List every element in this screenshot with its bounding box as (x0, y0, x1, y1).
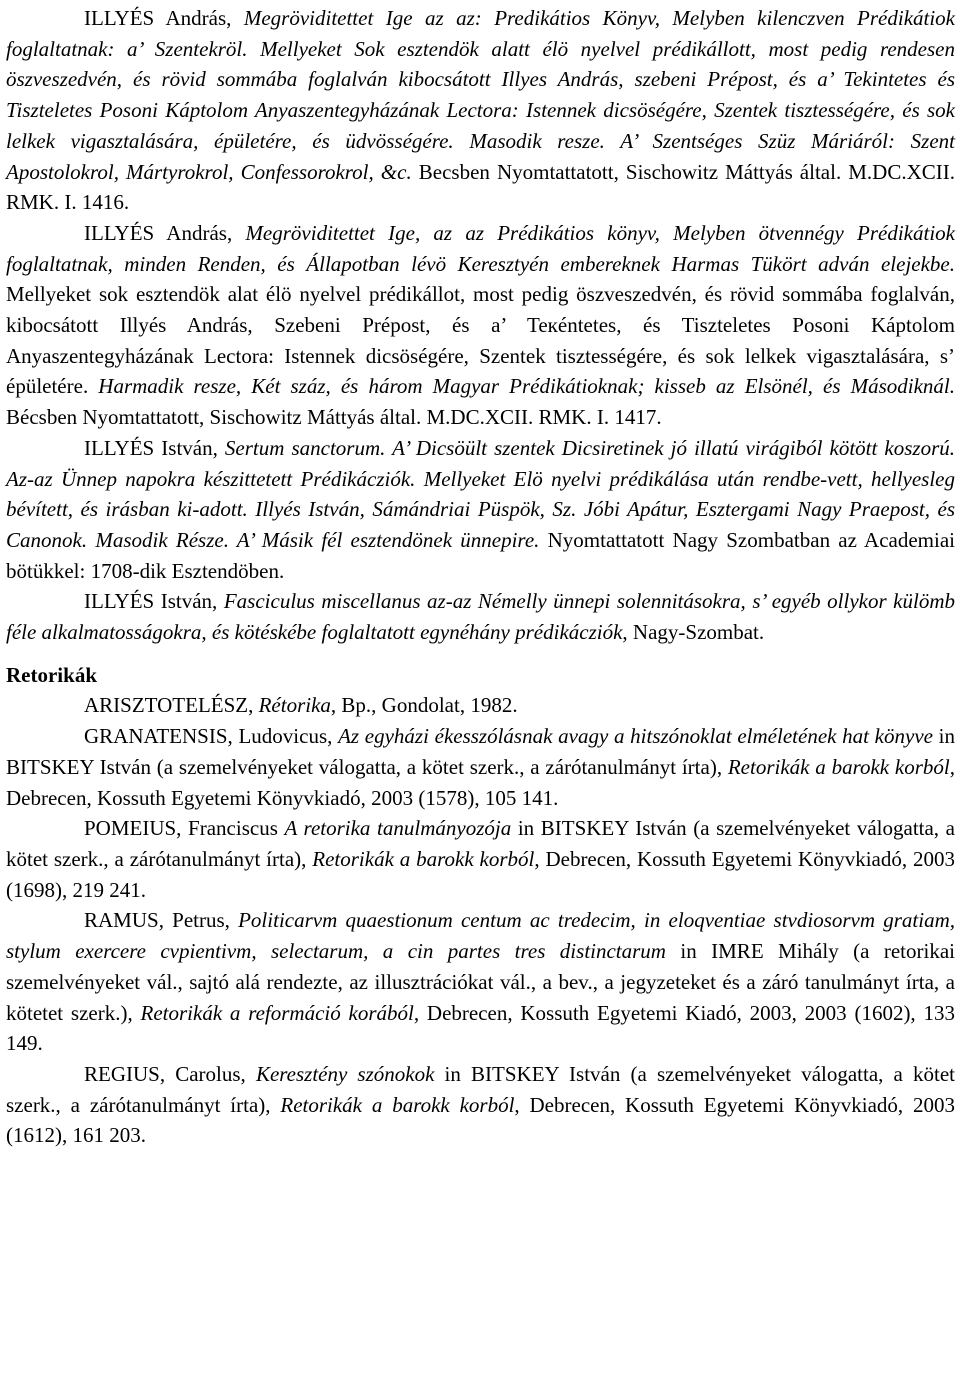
entry-text: , Bp., Gondolat, 1982. (330, 693, 518, 718)
bibliography-list-sermons (6, 3, 955, 648)
entry-text: Becsben Nyomtattatott, Sischowitz Máttyás által. M.DC.XCII. RMK. I. 1416. (6, 159, 955, 215)
entry-title-text: Keresztény szónokok (255, 1061, 435, 1086)
entry-text: ARISZTOTELÉSZ, (84, 693, 259, 718)
bibliography-entry (6, 813, 955, 905)
entry-title-text: Retorikák a barokk korból (280, 1092, 515, 1117)
entry-text: , Debrecen, Kossuth Egyetemi Könyvkiadó, 2003 (1698), 219 241. (6, 846, 955, 902)
entry-title-text: Mellyeket Sok esztendök alatt élö nyelvel prédikállott, most pedig rendesen öszveszedvén, és rövid sommába foglalván kibocsátott Illyes András, szebeni Prépost, és a’ Tekintetes és Tiszteletes Posoni Káptolom Anyaszentegyházának Lectora: Istennek dicsöségére, Szentek tisztességére, és sok lelkek vigasztalására, épületére, és üdvösségére. Masodik resze. A’ Szentséges Szüz Máriáról: Szent Apostolokrol, Mártyrokrol, Confessorokrol, &c. (6, 36, 955, 184)
entry-text: ILLYÉS András, (84, 220, 246, 245)
bibliography-entry (6, 905, 955, 1059)
entry-text: , Debrecen, Kossuth Egyetemi Könyvkiadó, 2003 (1612), 161 203. (6, 1092, 955, 1148)
entry-text: , Nagy-Szombat. (622, 620, 765, 645)
entry-title-text: Sertum sanctorum. A’ Dicsöült szentek Dicsiretinek jó illatú virágiból kötött koszorú. Az-az Ünnep napokra készittetett Prédikácziók. Mellyeket Elö nyelvi prédikálása után rendbe-vett, hellyesleg bévített, és irásban ki-adott. Illyés István, Sámándriai Püspök, Sz. Jóbi Apátur, Esztergami Nagy Praepost, és Canonok. Masodik Része. A’ Másik fél esztendönek ünnepire. (6, 435, 956, 552)
entry-text: ILLYÉS István, (84, 589, 224, 614)
entry-title-text: Fasciculus miscellanus az-az Némelly ünnepi solennitásokra, s’ egyéb ollykor külömb féle alkalmatosságokra, és kötéskébe foglaltatott egynéhány prédikácziók (6, 589, 955, 645)
entry-title-text: Politicarvm quaestionum centum ac tredecim, in eloqventiae stvdiosorvm gratiam, stylum exercere cvpientivm, selectarum, a cin partes tres distinctarum (6, 908, 955, 964)
entry-text: , Debrecen, Kossuth Egyetemi Könyvkiadó, 2003 (1578), 105 141. (6, 754, 955, 810)
entry-text: Bécsben Nyomtattatott, Sischowitz Máttyás által. M.DC.XCII. RMK. I. 1417. (6, 405, 662, 430)
entry-title-text: Retorikák a barokk korból (727, 754, 950, 779)
entry-text: Mellyeket sok esztendök alat élö nyelvel prédikállot, most pedig öszveszedvén, és rövid sommába foglalván, kibocsátott Illyés András, Szebeni Prépost, és a’ Teкéntetes, és Tiszteletes Posoni Káptolom Anyaszentegyházának Lectora: Istennek dicsöségére, Szentek tisztességére, és sok lelkek vigasztalására, s’ épületére. (6, 282, 955, 399)
section-heading: Retorikák (6, 662, 97, 687)
entry-title-text: Az egyházi ékesszólásnak avagy a hitszónoklat elméletének hat könyve (338, 724, 933, 749)
bibliography-entry (6, 690, 955, 721)
entry-text: Nyomtattatott Nagy Szombatban az Academiai bötükkel: 1708-dik Esztendöben. (6, 527, 955, 583)
bibliography-entry (6, 218, 955, 433)
entry-text: RAMUS, Petrus, (84, 908, 239, 933)
entry-text: GRANATENSIS, Ludovicus, (84, 724, 339, 749)
entry-text: in BITSKEY István (a szemelvényeket válogatta, a kötet szerk., a zárótanulmányt írta), (6, 1061, 955, 1117)
entry-title-text: Megröviditettet Ige az az: Predikátios Könyv, Melyben kilenczven Prédikátiok foglaltatnak: a’ Szentekröl. (6, 6, 956, 61)
entry-title-text: Rétorika (258, 693, 331, 718)
entry-text: , Debrecen, Kossuth Egyetemi Kiadó, 2003, 2003 (1602), 133 149. (6, 1000, 955, 1056)
bibliography-entry (6, 433, 955, 587)
entry-text: in IMRE Mihály (a retorikai szemelvényeket vál., sajtó alá rendezte, az illusztrációkat vál., a bev., a jegyzeteket és a záró tanulmányt írta, a kötetet szerk.), (6, 939, 955, 1025)
entry-text: ILLYÉS András, (84, 6, 244, 30)
bibliography-entry (6, 3, 955, 218)
entry-text: POMEIUS, Franciscus (84, 816, 285, 841)
entry-title-text: A retorika tanulmányozója (284, 816, 512, 841)
bibliography-entry (6, 1059, 955, 1151)
bibliography-entry (6, 586, 955, 647)
entry-title-text: Retorikák a reformáció korából (140, 1000, 414, 1025)
bibliography-list-rhetorics (6, 690, 955, 1151)
entry-text: ILLYÉS István, (84, 435, 225, 460)
entry-text: in BITSKEY István (a szemelvényeket válogatta, a kötet szerk., a zárótanulmányt írta), (6, 724, 956, 779)
entry-title-text: Retorikák a barokk korból (312, 846, 535, 871)
entry-text: in BITSKEY István (a szemelvényeket válogatta, a kötet szerk., a zárótanulmányt írta), (6, 816, 955, 871)
bibliography-entry (6, 721, 955, 813)
entry-title-text: Harmadik resze, Két száz, és három Magyar Prédikátioknak; kisseb az Elsönél, és Másodiknál. (98, 374, 956, 399)
entry-text: REGIUS, Carolus, (84, 1061, 256, 1086)
entry-title-text: Megröviditettet Ige, az az Prédikátios könyv, Melyben ötvennégy Prédikátiok foglaltatnak, minden Renden, és Állapotban lévö Keresztyén embereknek Harmas Tükört adván elejekbe. (6, 220, 955, 276)
